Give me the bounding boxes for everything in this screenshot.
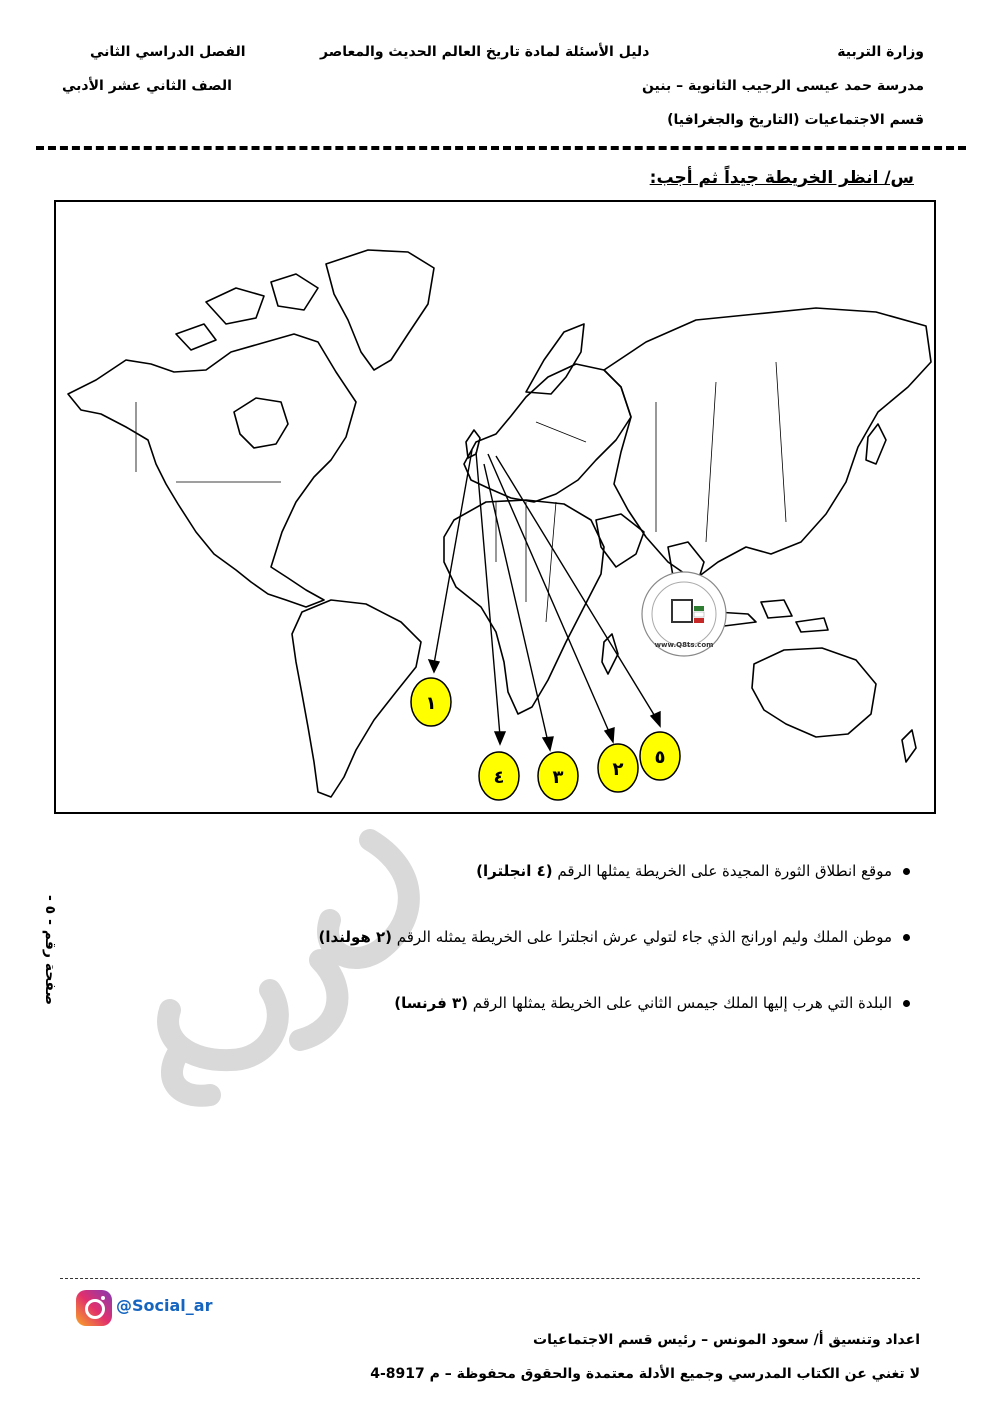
marker-5-label: ٥: [654, 747, 666, 768]
marker-3: [538, 752, 578, 800]
answer-item: [319, 994, 892, 1014]
answer-text: موقع انطلاق الثورة المجيدة على الخريطة يمثلها الرقم: [552, 862, 892, 880]
new-zealand: [902, 730, 916, 762]
site-logo: [642, 572, 726, 656]
bullet-icon: [903, 934, 910, 941]
australia-outline: [752, 648, 876, 737]
answer-text: البلدة التي هرب إليها الملك جيمس الثاني على الخريطة يمثلها الرقم: [468, 994, 892, 1012]
greenland-outline: [326, 250, 434, 370]
guide-title: دليل الأسئلة لمادة تاريخ العالم الحديث والمعاصر: [320, 44, 650, 60]
africa-outline: [444, 500, 604, 714]
north-america-outline: [68, 334, 356, 607]
europe-outline: [464, 364, 631, 502]
asia-outline: [604, 308, 931, 580]
instagram-icon[interactable]: [76, 1290, 112, 1326]
ministry-label: وزارة التربية: [837, 44, 924, 60]
marker-4-label: ٤: [493, 767, 505, 788]
marker-5: [640, 732, 680, 780]
footer-divider: [60, 1278, 920, 1279]
britain-outline: [466, 430, 480, 458]
answers-list: [319, 862, 892, 1060]
madagascar: [602, 634, 618, 674]
indonesia: [716, 600, 828, 632]
map-svg: [56, 202, 934, 812]
page-number-text: صفحة رقم - ٥ -: [42, 894, 58, 1006]
bullet-icon: [903, 1000, 910, 1007]
prepared-by: اعداد وتنسيق أ/ سعود المونس – رئيس قسم الاجتماعيات: [533, 1332, 920, 1348]
page-number: [20, 880, 80, 1020]
answer-value: (٣ فرنسا): [394, 994, 469, 1012]
marker-3-label: ٣: [552, 767, 564, 788]
school-label: مدرسة حمد عيسى الرجيب الثانوية – بنين: [641, 78, 924, 94]
grade-label: الصف الثاني عشر الأدبي: [62, 78, 232, 94]
hudson-bay: [234, 398, 288, 448]
marker-4: [479, 752, 519, 800]
answer-value: (٤ انجلترا): [476, 862, 553, 880]
marker-1: [411, 678, 451, 726]
japan: [866, 424, 886, 464]
header-divider: [36, 146, 966, 150]
bullet-icon: [903, 868, 910, 875]
south-america-outline: [292, 600, 421, 797]
logo-text: www.Q8ts.com: [654, 641, 714, 649]
department-label: قسم الاجتماعيات (التاريخ والجغرافيا): [667, 112, 924, 128]
answer-text: موطن الملك وليم اورانج الذي جاء لتولي عرش انجلترا على الخريطة يمثله الرقم: [392, 928, 892, 946]
rights-notice: لا تغني عن الكتاب المدرسي وجميع الأدلة معتمدة والحقوق محفوظة – م 8917-4: [370, 1366, 920, 1382]
marker-2: [598, 744, 638, 792]
answer-item: [319, 862, 892, 882]
world-map: [54, 200, 936, 814]
marker-2-label: ٢: [612, 759, 624, 780]
question-heading: س/ انظر الخريطة جيداً ثم أجب:: [649, 168, 914, 188]
answer-item: [319, 928, 892, 948]
scandinavia: [526, 324, 584, 394]
answer-value: (٢ هولندا): [318, 928, 392, 946]
semester-label: الفصل الدراسي الثاني: [90, 44, 246, 60]
marker-1-label: ١: [425, 693, 437, 714]
instagram-handle[interactable]: @Social_ar: [116, 1296, 213, 1315]
canada-islands: [176, 274, 318, 350]
